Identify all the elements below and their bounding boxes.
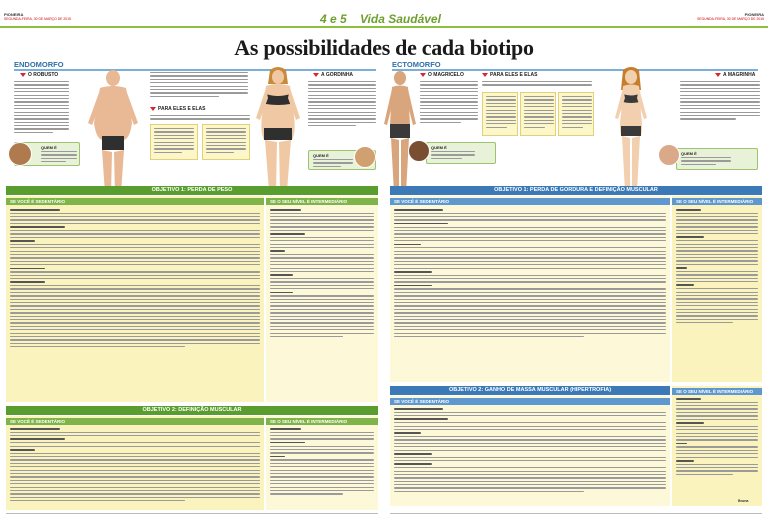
tip-box (482, 92, 518, 136)
quem-e-box-female-left: QUEM É (308, 150, 376, 170)
male-figure-endomorfo (80, 68, 146, 198)
sedentary-text-right2 (394, 408, 666, 494)
intermediate-text-left2 (270, 428, 374, 497)
female-name-endomorfo: A GORDINHA (313, 72, 353, 78)
triangle-icon (482, 73, 488, 77)
avatar-male-ectomorfo (408, 140, 430, 162)
masthead-name-left: PIONEIRA (4, 12, 24, 17)
footer-divider-left (6, 513, 378, 514)
objective-1-left: OBJETIVO 1: PERDA DE PESO (6, 186, 378, 195)
masthead-date-right: SEGUNDA-FEIRA, 30 DE MARÇO DE 2015 (697, 17, 764, 21)
text-block (14, 81, 69, 135)
triangle-icon (150, 107, 156, 111)
masthead-divider (0, 26, 768, 28)
para-eles-e-elas-left: PARA ELES E ELAS (150, 106, 250, 112)
triangle-icon (313, 73, 319, 77)
tip-box (520, 92, 556, 136)
female-figure-ectomorfo (604, 66, 658, 196)
page-title: As possibilidades de cada biotipo (234, 35, 534, 60)
sub-header-intermediario-left1: SE O SEU NÍVEL É INTERMEDIÁRIO (266, 198, 378, 205)
sedentary-text-left2 (10, 428, 260, 503)
sub-header-intermediario-left2: SE O SEU NÍVEL É INTERMEDIÁRIO (266, 418, 378, 425)
para-text (482, 81, 592, 88)
sedentary-text-left1 (10, 209, 260, 350)
intro-text (150, 72, 248, 99)
triangle-icon (420, 73, 426, 77)
sedentary-text-right1 (394, 209, 666, 339)
male-name-endomorfo: O ROBUSTO (20, 72, 58, 78)
footer-divider-right (390, 513, 762, 514)
masthead-date-left: SEGUNDA-FEIRA, 30 DE MARÇO DE 2015 (4, 17, 71, 21)
biotype-underline-endomorfo (14, 69, 376, 71)
sub-header-sedentario-left2: SE VOCÊ É SEDENTÁRIO (6, 418, 264, 425)
tip-box (202, 124, 250, 160)
quem-e-box-female-right: QUEM É (676, 148, 758, 170)
objective-1-right: OBJETIVO 1: PERDA DE GORDURA E DEFINIÇÃO MUSCULAR (390, 186, 762, 195)
triangle-icon (20, 73, 26, 77)
sub-header-intermediario-right2: SE O SEU NÍVEL É INTERMEDIÁRIO (672, 388, 762, 395)
text-block (680, 81, 760, 122)
quem-e-box-male-left: QUEM É (14, 142, 80, 166)
para-eles-e-elas-right: PARA ELES E ELAS (482, 72, 592, 78)
biotype-underline-ectomorfo (392, 69, 758, 71)
female-figure-endomorfo (248, 66, 308, 196)
triangle-icon (715, 73, 721, 77)
objective-2-left: OBJETIVO 2: DEFINIÇÃO MUSCULAR (6, 406, 378, 415)
tip-box (150, 124, 198, 160)
tip-box (558, 92, 594, 136)
para-text (150, 115, 250, 122)
text-block (420, 81, 478, 125)
avatar-female-ectomorfo (658, 144, 680, 166)
biotype-label-endomorfo: ENDOMORFO (14, 60, 64, 69)
objective-2-right: OBJETIVO 2: GANHO DE MASSA MUSCULAR (HIPERTROFIA) (390, 386, 670, 395)
author-credit: Bruna (738, 499, 749, 503)
sub-header-sedentario-left1: SE VOCÊ É SEDENTÁRIO (6, 198, 264, 205)
intermediate-text-right1 (676, 209, 758, 325)
page-numbers: 4 e 5 (320, 12, 347, 26)
male-figure-ectomorfo (380, 68, 420, 198)
text-block (308, 81, 376, 128)
female-name-ectomorfo: A MAGRINHA (715, 72, 755, 78)
intermediate-text-right2 (676, 398, 758, 477)
quem-e-box-male-right: QUEM É (426, 142, 496, 164)
intermediate-text-left1 (270, 209, 374, 339)
section-name: Vida Saudável (360, 12, 441, 26)
male-name-ectomorfo: O MAGRICELO (420, 72, 464, 78)
biotype-label-ectomorfo: ECTOMORFO (392, 60, 441, 69)
sub-header-intermediario-right1: SE O SEU NÍVEL É INTERMEDIÁRIO (672, 198, 762, 205)
sub-header-sedentario-right2: SE VOCÊ É SEDENTÁRIO (390, 398, 670, 405)
masthead-name-right: PIONEIRA (744, 12, 764, 17)
avatar-female-endomorfo (354, 146, 376, 168)
sub-header-sedentario-right1: SE VOCÊ É SEDENTÁRIO (390, 198, 670, 205)
avatar-male-endomorfo (8, 142, 32, 166)
